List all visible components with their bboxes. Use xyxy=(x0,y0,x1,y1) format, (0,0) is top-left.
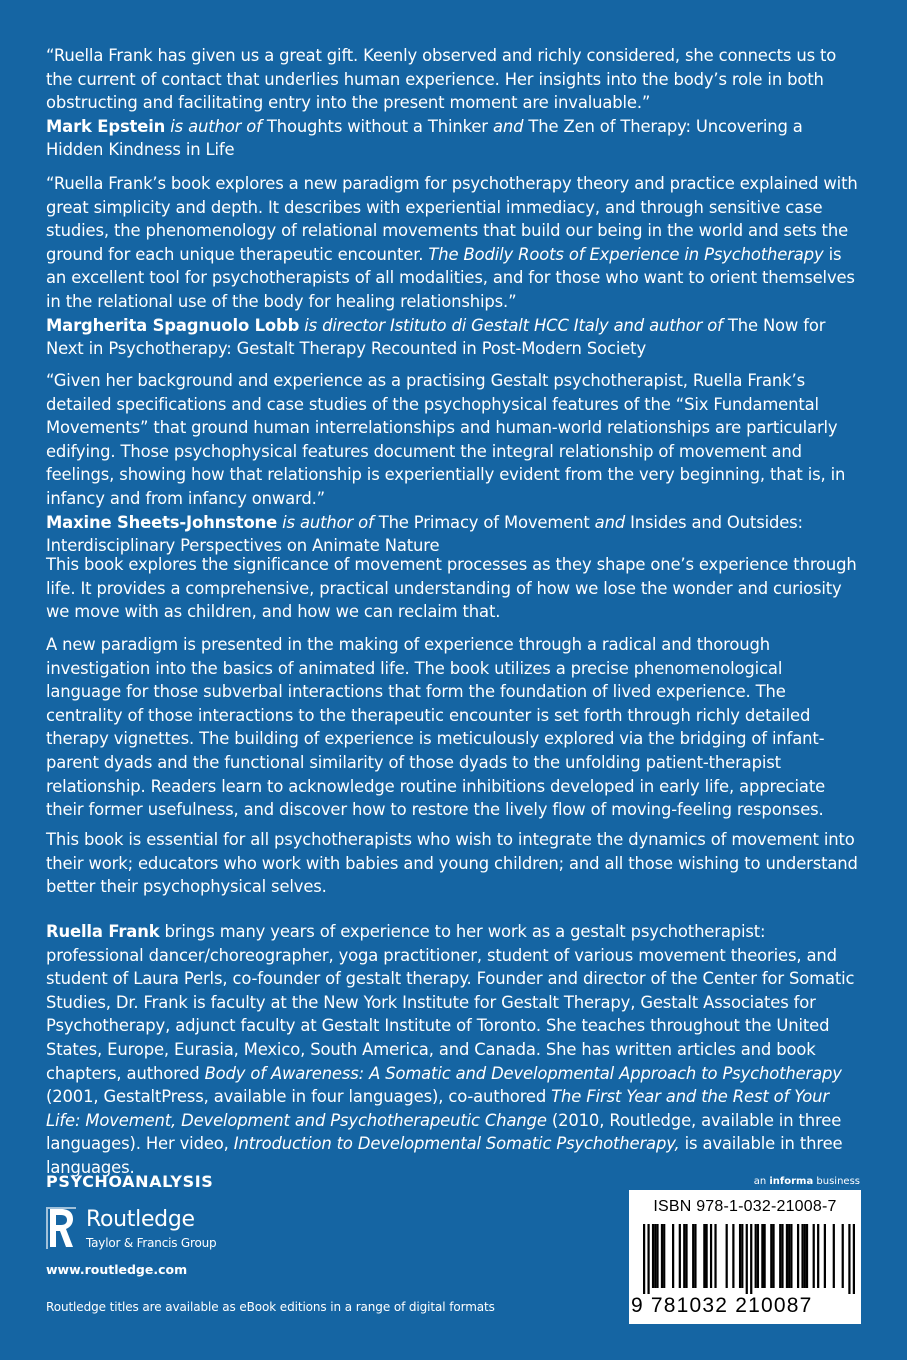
description-paragraph xyxy=(46,633,862,822)
bio-author-name: Ruella Frank xyxy=(46,922,160,941)
quote-role: is author of xyxy=(170,116,262,136)
barcode-bar xyxy=(663,1224,665,1288)
quote-author: Mark Epstein xyxy=(46,116,166,136)
quote-text: “Given her background and experience as a practising Gestalt psychotherapist, Ruella Frank’s detailed specifications and case studies of the psychophysical features of the “Six Fundamental Movements” that ground human interrelationships and human-world relationships are particularly edifying. Those psychophysical features document the integral relationship of movement and feelings, showing how that relationship is experientially evident from the very beginning, that is, in infancy and from infancy onward.” xyxy=(46,371,846,508)
bio-book-title: Body of Awareness: A Somatic and Developmental Approach to Psychotherapy xyxy=(204,1063,842,1083)
barcode-bar xyxy=(726,1224,728,1288)
routledge-r-logo-icon xyxy=(46,1207,76,1249)
subject-category: PSYCHOANALYSIS xyxy=(46,1172,214,1191)
barcode-bar xyxy=(654,1224,656,1288)
barcode-bar xyxy=(672,1224,674,1288)
informa-prefix: an xyxy=(753,1176,767,1187)
barcode xyxy=(643,1224,855,1294)
quote-author: Maxine Sheets-Johnstone xyxy=(46,512,278,532)
publisher-name: Routledge xyxy=(86,1207,195,1232)
barcode-bar xyxy=(705,1224,707,1288)
barcode-bar xyxy=(732,1224,734,1288)
quote-author: Margherita Spagnuolo Lobb xyxy=(46,315,300,335)
bio-text: (2001, GestaltPress, available in four languages), co-authored xyxy=(46,1087,547,1107)
barcode-bar xyxy=(661,1224,663,1288)
quote-conjunction: and xyxy=(594,512,626,532)
barcode-bar xyxy=(761,1224,763,1288)
barcode-bar xyxy=(764,1224,766,1288)
barcode-bar xyxy=(797,1224,799,1288)
publisher-logo xyxy=(46,1205,246,1255)
endorsement-epstein xyxy=(46,44,862,162)
ebook-note: Routledge titles are available as eBook editions in a range of digital formats xyxy=(46,1300,495,1314)
endorsement-sheets-johnstone xyxy=(46,369,862,558)
quote-book-title: Thoughts without a Thinker xyxy=(266,116,488,136)
barcode-bar xyxy=(757,1224,759,1288)
barcode-bar xyxy=(801,1224,803,1288)
quote-book-title: The Primacy of Movement xyxy=(378,512,590,532)
isbn-label: ISBN 978-1-032-21008-7 xyxy=(653,1198,837,1215)
quote-book-title: The Bodily Roots of Experience in Psychotherapy xyxy=(428,244,824,264)
barcode-bar xyxy=(788,1224,790,1288)
barcode-bar xyxy=(770,1224,772,1288)
barcode-bar xyxy=(772,1224,774,1288)
description-paragraph xyxy=(46,553,862,624)
barcode-bar xyxy=(656,1224,658,1288)
quote-book-title: The Now for Next in Psychotherapy: Gestalt Therapy Recounted in Post-Modern Society xyxy=(46,315,826,359)
barcode-bar xyxy=(647,1224,649,1294)
barcode-number: 9 781032 210087 xyxy=(631,1294,813,1317)
barcode-bar xyxy=(804,1224,806,1288)
quote-text: is an excellent tool for psychotherapists of all modalities, and for those who want to orient themselves in the relational use of the body for healing relationships.” xyxy=(46,244,855,311)
barcode-bar xyxy=(786,1224,788,1288)
quote-text: “Ruella Frank has given us a great gift. Keenly observed and richly considered, she connects us to the current of contact that underlies human experience. Her insights into the body’s role in both obstructing and facilitating entry into the present moment are invaluable.” xyxy=(46,46,837,113)
quote-book-title: Insides and Outsides: Interdisciplinary Perspectives on Animate Nature xyxy=(46,512,803,556)
quote-book-title: The Zen of Therapy: Uncovering a Hidden Kindness in Life xyxy=(46,116,803,160)
barcode-bar xyxy=(685,1224,687,1288)
barcode-bar xyxy=(739,1224,741,1288)
barcode-bar xyxy=(750,1224,752,1294)
barcode-bar xyxy=(833,1224,835,1288)
barcode-bar xyxy=(714,1224,716,1288)
isbn-barcode-box xyxy=(629,1190,861,1324)
barcode-bar xyxy=(679,1224,681,1288)
barcode-bar xyxy=(842,1224,844,1288)
barcode-bar xyxy=(817,1224,819,1288)
barcode-bar xyxy=(703,1224,705,1288)
description-paragraph xyxy=(46,828,862,899)
description-text: A new paradigm is presented in the making of experience through a radical and thorough investigation into the basics of animated life. The book utilizes a precise phenomenological language for those subverbal interactions that form the foundation of lived experience. The centrality of those interactions to the therapeutic encounter is set forth through richly detailed therapy vignettes. The building of experience is meticulously explored via the bridging of infant-parent dyads and the functional similarity of those dyads to the unfolding patient-therapist relationship. Readers learn to acknowledge routine inhibitions developed in early life, appreciate their former usefulness, and discover how to restore the lively flow of moving-feeling responses. xyxy=(46,635,826,820)
bio-book-title: The First Year and the Rest of Your Life: Movement, Development and Psychotherapeutic Change xyxy=(46,1087,829,1130)
quote-text: “Ruella Frank’s book explores a new paradigm for psychotherapy theory and practice explained with great simplicity and depth. It describes with experiential immediacy, and through sensitive case studies, the phenomenology of relational movements that build our being in the world and sets the ground for each unique therapeutic encounter. xyxy=(46,174,858,264)
publisher-website[interactable]: www.routledge.com xyxy=(46,1262,188,1277)
barcode-bar xyxy=(779,1224,781,1288)
barcode-bar xyxy=(824,1224,826,1288)
description-text: This book is essential for all psychotherapists who wish to integrate the dynamics of movement into their work; educators who work with babies and young children; and all those wishing to understand better their psychophysical selves. xyxy=(46,830,858,897)
endorsement-lobb xyxy=(46,172,862,361)
barcode-bar xyxy=(694,1224,696,1288)
barcode-bar xyxy=(710,1224,712,1288)
barcode-bar xyxy=(643,1224,645,1294)
barcode-bar xyxy=(746,1224,748,1294)
quote-role: is director Istituto di Gestalt HCC Italy and author of xyxy=(304,315,723,335)
bio-video-title: Introduction to Developmental Somatic Psychotherapy, xyxy=(233,1134,680,1154)
publisher-group: Taylor & Francis Group xyxy=(86,1236,217,1250)
bio-text: is available in three languages. xyxy=(46,1134,843,1177)
quote-role: is author of xyxy=(282,512,374,532)
barcode-bar xyxy=(790,1224,792,1288)
bio-text: (2010, Routledge, available in three languages). Her video, xyxy=(46,1110,842,1154)
barcode-bar xyxy=(683,1224,685,1288)
quote-conjunction: and xyxy=(492,116,524,136)
informa-tagline xyxy=(754,1176,860,1187)
barcode-bar xyxy=(781,1224,783,1288)
barcode-bar xyxy=(853,1224,855,1294)
description-text: This book explores the significance of movement processes as they shape one’s experience through life. It provides a comprehensive, practical understanding of how we lose the wonder and curiosity we move with as children, and how we can reclaim that. xyxy=(46,555,857,622)
barcode-bar xyxy=(652,1224,654,1288)
informa-suffix: business xyxy=(816,1176,860,1187)
barcode-bar xyxy=(813,1224,815,1288)
informa-brand: informa xyxy=(769,1176,814,1187)
barcode-bar xyxy=(692,1224,694,1288)
barcode-bar xyxy=(755,1224,757,1288)
barcode-bar xyxy=(848,1224,850,1294)
bio-text: brings many years of experience to her work as a gestalt psychotherapist: professional dancer/choreographer, yoga practitioner, student of various movement theories, and student of Laura Perls, co-founder of gestalt therapy. Founder and director of the Center for Somatic Studies, Dr. Frank is faculty at the New York Institute for Gestalt Therapy, Gestalt Associates for Psychotherapy, adjunct faculty at Gestalt Institute of Toronto. She teaches throughout the United States, Europe, Eurasia, Mexico, South America, and Canada. She has written articles and book chapters, authored xyxy=(46,922,855,1083)
barcode-bar xyxy=(741,1224,743,1288)
author-bio xyxy=(46,920,862,1180)
barcode-bar xyxy=(806,1224,808,1288)
